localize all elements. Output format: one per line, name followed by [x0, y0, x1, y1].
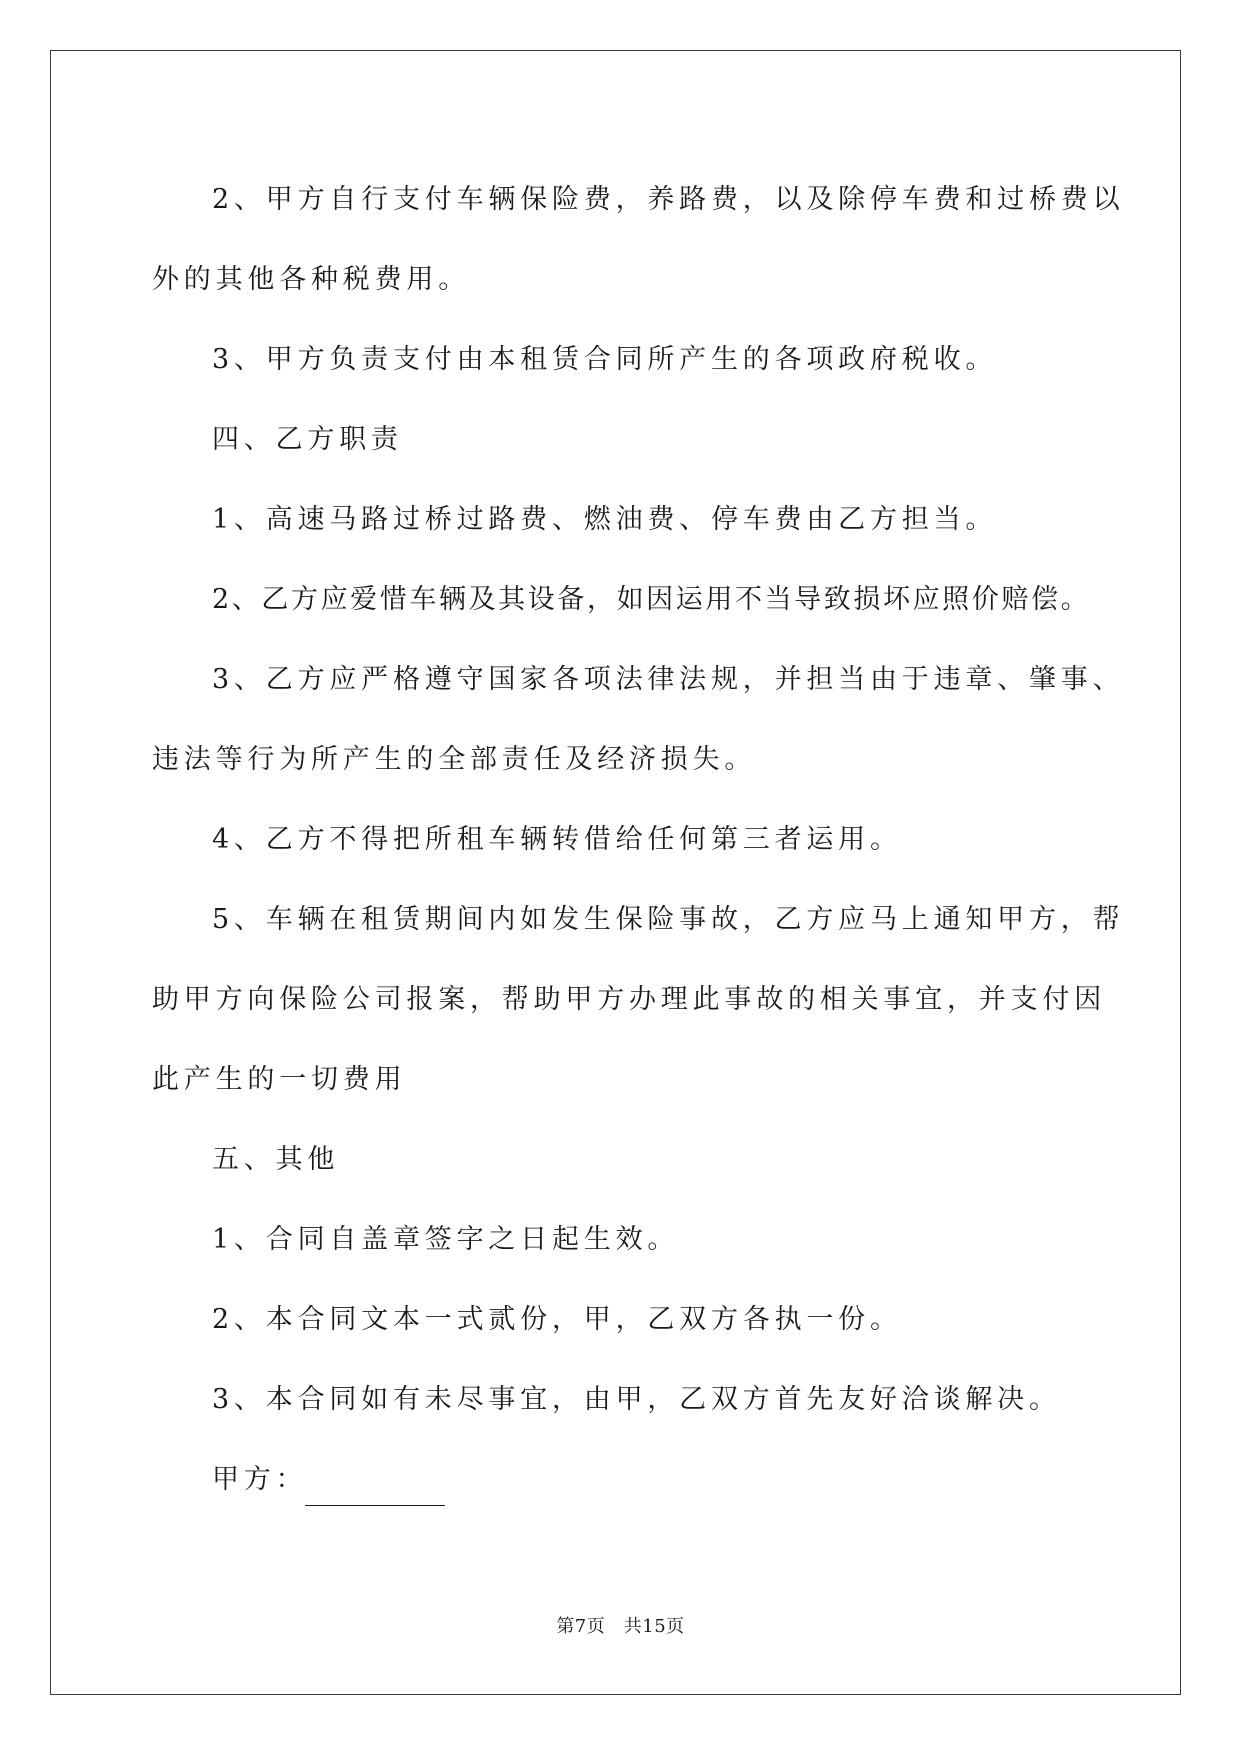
paragraph-line: 2、本合同文本一式贰份，甲，乙双方各执一份。: [212, 1304, 902, 1335]
page-border: [50, 50, 1181, 1695]
paragraph-line: 3、本合同如有未尽事宜，由甲，乙双方首先友好洽谈解决。: [212, 1384, 1061, 1415]
paragraph-line: 1、合同自盖章签字之日起生效。: [212, 1224, 680, 1255]
section-heading: 四、乙方职责: [212, 424, 403, 455]
section-heading: 五、其他: [212, 1144, 340, 1175]
paragraph-line: 2、甲方自行支付车辆保险费，养路费，以及除停车费和过桥费以: [212, 184, 1125, 215]
paragraph-line: 3、乙方应严格遵守国家各项法律法规，并担当由于违章、肇事、: [212, 664, 1125, 695]
paragraph-line: 3、甲方负责支付由本租赁合同所产生的各项政府税收。: [212, 344, 998, 375]
paragraph-line: 2、乙方应爱惜车辆及其设备，如因运用不当导致损坏应照价赔偿。: [212, 584, 1091, 615]
paragraph-line: 助甲方向保险公司报案，帮助甲方办理此事故的相关事宜，并支付因: [152, 984, 1106, 1015]
signature-blank-line: [305, 1505, 445, 1506]
signature-label: 甲方：: [212, 1464, 308, 1495]
paragraph-line: 4、乙方不得把所租车辆转借给任何第三者运用。: [212, 824, 902, 855]
paragraph-line: 1、高速马路过桥过路费、燃油费、停车费由乙方担当。: [212, 504, 998, 535]
paragraph-line: 违法等行为所产生的全部责任及经济损失。: [152, 744, 757, 775]
page-number-footer: 第7页 共15页: [556, 1616, 685, 1637]
paragraph-line: 此产生的一切费用: [152, 1064, 407, 1095]
paragraph-line: 5、车辆在租赁期间内如发生保险事故，乙方应马上通知甲方，帮: [212, 904, 1125, 935]
paragraph-line: 外的其他各种税费用。: [152, 264, 470, 295]
